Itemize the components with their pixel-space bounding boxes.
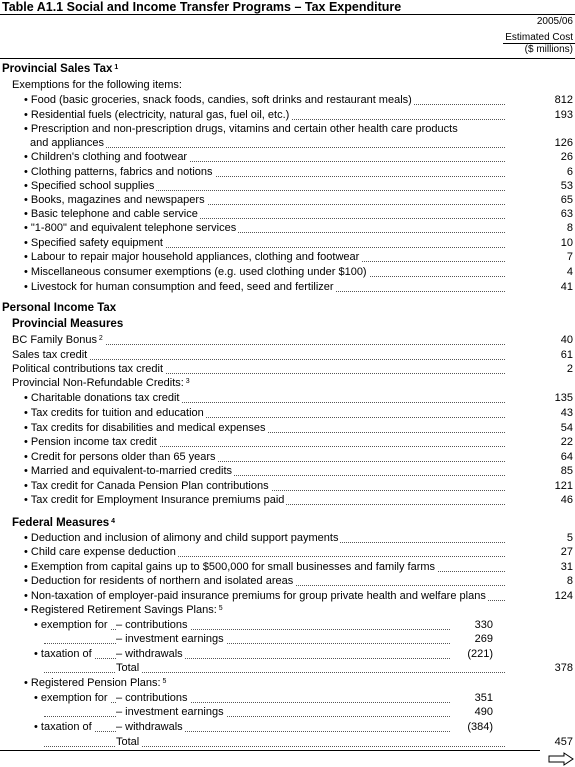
row-label: • Residential fuels (electricity, natural gas, fuel oil, etc.) xyxy=(24,109,290,121)
row-sublabel: Total xyxy=(116,662,140,674)
footnote-marker: 5 xyxy=(160,678,167,685)
section-heading xyxy=(0,62,575,77)
row-label: and appliances xyxy=(30,137,105,149)
table-row xyxy=(0,207,575,222)
row-sublabel: – withdrawals xyxy=(116,648,183,660)
row-label: Provincial Measures xyxy=(12,318,124,330)
row-label: • taxation of xyxy=(34,721,92,733)
table-row xyxy=(0,165,575,180)
table-row xyxy=(0,362,575,377)
column-year: 2005/06 xyxy=(536,16,573,27)
row-value: 53 xyxy=(560,180,573,192)
dot-leader xyxy=(44,735,505,747)
table-row xyxy=(0,545,575,560)
row-subvalue: (221) xyxy=(453,647,493,662)
row-label: Provincial Non-Refundable Credits: $^3$ xyxy=(12,377,190,389)
row-label: • Specified safety equipment xyxy=(24,237,163,249)
column-unit: ($ millions) xyxy=(524,44,573,55)
row-value: 457 xyxy=(554,736,573,748)
row-label: • Clothing patterns, fabrics and notions xyxy=(24,166,213,178)
table-row xyxy=(0,250,575,265)
row-value: 7 xyxy=(566,251,573,263)
table-row xyxy=(0,221,575,236)
table-row xyxy=(0,603,575,618)
row-value: 64 xyxy=(560,451,573,463)
row-label: • Basic telephone and cable service xyxy=(24,208,198,220)
bottom-rule xyxy=(0,750,540,751)
footnote-marker: 3 xyxy=(183,378,190,385)
dot-leader xyxy=(44,705,450,717)
row-value: 6 xyxy=(566,166,573,178)
title-rule xyxy=(0,14,575,15)
dot-leader xyxy=(40,136,505,148)
section-heading xyxy=(0,516,575,531)
table-row xyxy=(0,348,575,363)
row-subvalue: 269 xyxy=(453,632,493,647)
row-value: 26 xyxy=(560,151,573,163)
row-label: • Registered Retirement Savings Plans: $^5$ xyxy=(24,604,223,616)
table-row xyxy=(0,531,575,546)
row-value: 135 xyxy=(554,392,573,404)
row-value: 31 xyxy=(560,561,573,573)
row-value: 121 xyxy=(554,480,573,492)
footnote-marker: 1 xyxy=(112,64,119,71)
row-label: • Labour to repair major household appliances, clothing and footwear xyxy=(24,251,360,263)
row-label: • Tax credit for Canada Pension Plan contributions xyxy=(24,480,269,492)
table-row xyxy=(0,493,575,508)
footnote-marker: 4 xyxy=(109,518,116,525)
row-label: • Tax credit for Employment Insurance premiums paid xyxy=(24,494,285,506)
row-label: • Prescription and non-prescription drugs, vitamins and certain other health care products xyxy=(24,123,458,135)
row-label: • exemption for xyxy=(34,619,108,631)
table-row xyxy=(0,705,575,720)
row-value: 27 xyxy=(560,546,573,558)
dot-leader xyxy=(44,720,450,732)
table-row xyxy=(0,435,575,450)
row-value: 5 xyxy=(566,532,573,544)
table-row xyxy=(0,647,575,662)
table-row xyxy=(0,735,575,750)
row-subvalue: 490 xyxy=(453,705,493,720)
row-value: 85 xyxy=(560,465,573,477)
row-value: 2 xyxy=(566,363,573,375)
column-label: Estimated Cost xyxy=(505,32,573,43)
row-value: 10 xyxy=(560,237,573,249)
table-row xyxy=(0,421,575,436)
table-row xyxy=(0,574,575,589)
row-label: • Tax credits for disabilities and medical expenses xyxy=(24,422,266,434)
table-row xyxy=(0,391,575,406)
dot-leader xyxy=(44,632,450,644)
row-label: • Child care expense deduction xyxy=(24,546,176,558)
table-row xyxy=(0,589,575,604)
row-label: • Books, magazines and newspapers xyxy=(24,194,205,206)
footnote-marker: 5 xyxy=(216,605,223,612)
section-heading xyxy=(0,301,575,316)
row-value: 126 xyxy=(554,137,573,149)
row-sublabel: – investment earnings xyxy=(116,706,224,718)
table-row xyxy=(0,150,575,165)
table-row xyxy=(0,661,575,676)
row-label: • Exemption from capital gains up to $500,000 for small businesses and family farms xyxy=(24,561,436,573)
row-label: • exemption for xyxy=(34,692,108,704)
table-row xyxy=(0,179,575,194)
row-label: Provincial Sales Tax $^1$ xyxy=(2,63,119,75)
row-label: • Pension income tax credit xyxy=(24,436,157,448)
row-value: 65 xyxy=(560,194,573,206)
row-sublabel: – withdrawals xyxy=(116,721,183,733)
row-label: Exemptions for the following items: xyxy=(12,79,182,91)
row-value: 40 xyxy=(560,334,573,346)
table-title: Table A1.1 Social and Income Transfer Programs – Tax Expenditure xyxy=(2,0,402,14)
row-value: 4 xyxy=(566,266,573,278)
row-label: BC Family Bonus $^2$ xyxy=(12,334,103,346)
row-value: 43 xyxy=(560,407,573,419)
row-label: • Deduction for residents of northern and isolated areas xyxy=(24,575,294,587)
row-label: Sales tax credit xyxy=(12,349,88,361)
table-row xyxy=(0,618,575,633)
row-label: • Livestock for human consumption and feed, seed and fertilizer xyxy=(24,281,334,293)
table-row xyxy=(0,280,575,295)
row-sublabel: – investment earnings xyxy=(116,633,224,645)
table-row xyxy=(0,265,575,280)
row-value: 812 xyxy=(554,94,573,106)
dot-leader xyxy=(44,647,450,659)
section-heading xyxy=(0,317,575,332)
table-row xyxy=(0,676,575,691)
row-value: 378 xyxy=(554,662,573,674)
table-row xyxy=(0,136,575,151)
row-value: 124 xyxy=(554,590,573,602)
table-row xyxy=(0,691,575,706)
row-value: 22 xyxy=(560,436,573,448)
table-row xyxy=(0,479,575,494)
row-sublabel: – contributions xyxy=(116,619,188,631)
table-row xyxy=(0,108,575,123)
row-label: • Registered Pension Plans: $^5$ xyxy=(24,677,167,689)
table-row xyxy=(0,450,575,465)
row-label: • Charitable donations tax credit xyxy=(24,392,180,404)
table-row xyxy=(0,560,575,575)
table-row xyxy=(0,376,575,391)
table-row xyxy=(0,720,575,735)
continued-arrow-icon xyxy=(548,752,574,766)
row-value: 193 xyxy=(554,109,573,121)
row-label: • taxation of xyxy=(34,648,92,660)
footnote-marker: 2 xyxy=(96,335,103,342)
table-row xyxy=(0,122,575,137)
row-label: • Food (basic groceries, snack foods, candies, soft drinks and restaurant meals) xyxy=(24,94,412,106)
table-row xyxy=(0,193,575,208)
row-sublabel: – contributions xyxy=(116,692,188,704)
table-row xyxy=(0,632,575,647)
row-label: • Deduction and inclusion of alimony and child support payments xyxy=(24,532,339,544)
row-label: • "1-800" and equivalent telephone services xyxy=(24,222,237,234)
row-label: • Credit for persons older than 65 years xyxy=(24,451,216,463)
row-value: 54 xyxy=(560,422,573,434)
table-row xyxy=(0,236,575,251)
row-value: 46 xyxy=(560,494,573,506)
row-value: 63 xyxy=(560,208,573,220)
row-label: Federal Measures $^4$ xyxy=(12,517,116,529)
row-value: 8 xyxy=(566,575,573,587)
row-label: • Children's clothing and footwear xyxy=(24,151,188,163)
table-row xyxy=(0,78,575,93)
row-subvalue: (384) xyxy=(453,720,493,735)
row-value: 61 xyxy=(560,349,573,361)
row-label: Personal Income Tax xyxy=(2,302,117,314)
row-label: • Tax credits for tuition and education xyxy=(24,407,204,419)
row-subvalue: 330 xyxy=(453,618,493,633)
table-row xyxy=(0,333,575,348)
row-label: Political contributions tax credit xyxy=(12,363,164,375)
dot-leader xyxy=(44,661,505,673)
row-value: 41 xyxy=(560,281,573,293)
table-row xyxy=(0,406,575,421)
row-label: • Specified school supplies xyxy=(24,180,155,192)
row-sublabel: Total xyxy=(116,736,140,748)
row-subvalue: 351 xyxy=(453,691,493,706)
row-label: • Miscellaneous consumer exemptions (e.g. used clothing under $100) xyxy=(24,266,367,278)
row-label: • Non-taxation of employer-paid insurance premiums for group private health and welfare plans xyxy=(24,590,486,602)
row-label: • Married and equivalent-to-married credits xyxy=(24,465,233,477)
table-row xyxy=(0,93,575,108)
header-rule xyxy=(0,58,575,59)
row-value: 8 xyxy=(566,222,573,234)
table-row xyxy=(0,464,575,479)
dot-leader xyxy=(22,348,505,360)
